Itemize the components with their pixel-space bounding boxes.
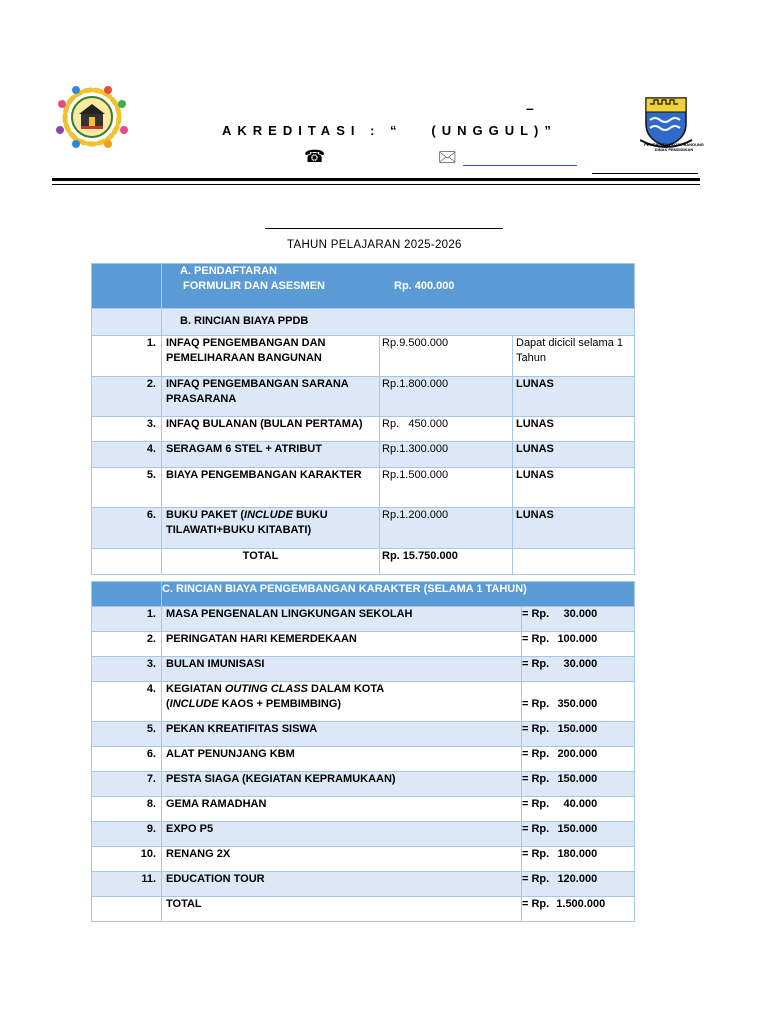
table-row xyxy=(92,657,635,682)
year-title: TAHUN PELAJARAN 2025-2026 xyxy=(287,239,462,251)
row-amount: 150.000 xyxy=(557,773,598,785)
row-number: 3. xyxy=(92,657,162,682)
row-number: 4. xyxy=(92,682,162,722)
row-item: RENANG 2X xyxy=(162,847,522,872)
row-number: 4. xyxy=(92,442,162,468)
section-c-row xyxy=(92,582,635,607)
rp-label: Rp. xyxy=(382,418,400,430)
table-row xyxy=(92,417,635,442)
row-price xyxy=(522,847,635,872)
item-line-1 xyxy=(166,682,521,697)
table-row xyxy=(92,797,635,822)
row-number: 10. xyxy=(92,847,162,872)
total-price xyxy=(522,897,635,922)
row-number: 6. xyxy=(92,508,162,549)
row-item: PERINGATAN HARI KEMERDEKAAN xyxy=(162,632,522,657)
row-price xyxy=(522,657,635,682)
row-number: 3. xyxy=(92,417,162,442)
row-price xyxy=(522,722,635,747)
row-amount: 30.000 xyxy=(563,658,598,670)
row-number: 2. xyxy=(92,632,162,657)
eq-label: = Rp. xyxy=(522,658,550,670)
total-value: Rp. 15.750.000 xyxy=(380,549,513,575)
item-text: KEGIATAN xyxy=(166,683,225,695)
row-number: 6. xyxy=(92,747,162,772)
row-amount: 100.000 xyxy=(557,633,598,645)
item-text: BUKU PAKET ( xyxy=(166,509,245,521)
table-row xyxy=(92,607,635,632)
email-link-underline[interactable] xyxy=(463,165,577,166)
row-number: 5. xyxy=(92,468,162,508)
bandung-logo xyxy=(640,96,708,156)
row-item: ALAT PENUNJANG KBM xyxy=(162,747,522,772)
item-italic: INCLUDE xyxy=(169,698,219,710)
row-item: BULAN IMUNISASI xyxy=(162,657,522,682)
row-price xyxy=(380,377,513,417)
row-price xyxy=(522,747,635,772)
row-price xyxy=(522,797,635,822)
row-price xyxy=(522,872,635,897)
section-a-label: A. PENDAFTARAN xyxy=(180,265,277,277)
item-italic: OUTING CLASS xyxy=(224,683,308,695)
item-text: DALAM KOTA xyxy=(308,683,385,695)
total-label: TOTAL xyxy=(162,549,380,575)
table-row xyxy=(92,377,635,417)
total-row xyxy=(92,549,635,575)
eq-label: = Rp. xyxy=(522,608,550,620)
row-amount: 350.000 xyxy=(557,698,598,710)
eq-label: = Rp. xyxy=(522,823,550,835)
row-price xyxy=(380,442,513,468)
row-item: GEMA RAMADHAN xyxy=(162,797,522,822)
item-italic: INCLUDE xyxy=(244,509,293,521)
row-number: 7. xyxy=(92,772,162,797)
row-amount: 1.500.000 xyxy=(399,469,449,481)
row-price xyxy=(522,632,635,657)
school-logo xyxy=(52,84,132,150)
eq-label: = Rp. xyxy=(522,798,550,810)
table-row xyxy=(92,468,635,508)
row-amount: 1.200.000 xyxy=(399,509,449,521)
row-item: PESTA SIAGA (KEGIATAN KEPRAMUKAAN) xyxy=(162,772,522,797)
row-note: LUNAS xyxy=(513,468,635,508)
row-item: EXPO P5 xyxy=(162,822,522,847)
eq-label: = Rp. xyxy=(522,898,550,910)
eq-label: = Rp. xyxy=(522,723,550,735)
ppdb-cost-table xyxy=(91,263,635,575)
row-price xyxy=(380,468,513,508)
formulir-price: Rp. 400.000 xyxy=(394,280,455,292)
row-item: INFAQ BULANAN (BULAN PERTAMA) xyxy=(162,417,380,442)
eq-label: = Rp. xyxy=(522,633,550,645)
section-b-label: B. RINCIAN BIAYA PPDB xyxy=(162,309,635,336)
row-price xyxy=(522,822,635,847)
row-note: LUNAS xyxy=(513,417,635,442)
table-row xyxy=(92,442,635,468)
row-note: Dapat dicicil selama 1 Tahun xyxy=(513,336,635,377)
row-item xyxy=(162,682,522,722)
row-amount: 200.000 xyxy=(557,748,598,760)
section-b-row xyxy=(92,309,635,336)
header-dash: – xyxy=(526,100,534,116)
item-text: KAOS + PEMBIMBING) xyxy=(218,698,342,710)
row-item: INFAQ PENGEMBANGAN DAN PEMELIHARAAN BANGUNAN xyxy=(162,336,380,377)
table-row xyxy=(92,336,635,377)
section-a-row xyxy=(92,264,635,309)
row-item: EDUCATION TOUR xyxy=(162,872,522,897)
rp-label: Rp. xyxy=(382,509,400,521)
row-price xyxy=(380,508,513,549)
total-label: TOTAL xyxy=(162,897,522,922)
table-row xyxy=(92,872,635,897)
row-item: SERAGAM 6 STEL + ATRIBUT xyxy=(162,442,380,468)
row-item: INFAQ PENGEMBANGAN SARANA PRASARANA xyxy=(162,377,380,417)
row-number: 5. xyxy=(92,722,162,747)
header-rule-thin xyxy=(52,184,700,185)
row-note: LUNAS xyxy=(513,442,635,468)
eq-label: = Rp. xyxy=(522,773,550,785)
row-number: 9. xyxy=(92,822,162,847)
table-row xyxy=(92,682,635,722)
row-amount: 150.000 xyxy=(557,823,598,835)
rp-label: Rp. xyxy=(382,337,400,349)
row-number: 1. xyxy=(92,336,162,377)
rp-label: Rp. xyxy=(382,443,400,455)
rp-label: Rp. xyxy=(382,378,400,390)
eq-label: = Rp. xyxy=(522,873,550,885)
row-amount: 40.000 xyxy=(563,798,598,810)
row-item xyxy=(162,508,380,549)
row-amount: 9.500.000 xyxy=(399,337,449,349)
total-amount: 1.500.000 xyxy=(556,898,606,910)
row-note: LUNAS xyxy=(513,508,635,549)
row-amount: 150.000 xyxy=(557,723,598,735)
table-row xyxy=(92,772,635,797)
row-item: MASA PENGENALAN LINGKUNGAN SEKOLAH xyxy=(162,607,522,632)
table-row xyxy=(92,632,635,657)
total-row xyxy=(92,897,635,922)
row-item: BIAYA PENGEMBANGAN KARAKTER xyxy=(162,468,380,508)
title-line xyxy=(265,228,503,229)
row-amount: 30.000 xyxy=(563,608,598,620)
formulir-label: FORMULIR DAN ASESMEN xyxy=(183,280,325,292)
section-c-label: C. RINCIAN BIAYA PENGEMBANGAN KARAKTER (SELAMA 1 TAHUN) xyxy=(162,582,635,607)
row-number: 2. xyxy=(92,377,162,417)
bandung-logo-caption: PEMERINTAH KOTA BANDUNG DINAS PENDIDIKAN xyxy=(644,142,704,152)
row-price xyxy=(522,682,635,722)
row-number: 8. xyxy=(92,797,162,822)
table-row xyxy=(92,747,635,772)
row-price xyxy=(380,336,513,377)
table-row xyxy=(92,847,635,872)
eq-label: = Rp. xyxy=(522,848,550,860)
accreditation-text: AKREDITASI : “ (UNGGUL)” xyxy=(222,123,557,138)
row-note: LUNAS xyxy=(513,377,635,417)
rp-label: Rp. xyxy=(382,469,400,481)
row-amount: 180.000 xyxy=(557,848,598,860)
eq-label: = Rp. xyxy=(522,748,550,760)
mail-icon: 🖂 xyxy=(438,149,457,166)
row-price xyxy=(380,417,513,442)
row-price xyxy=(522,772,635,797)
row-amount: 1.800.000 xyxy=(399,378,449,390)
header-thin-rule xyxy=(592,173,698,174)
row-item: PEKAN KREATIFITAS SISWA xyxy=(162,722,522,747)
row-number: 1. xyxy=(92,607,162,632)
character-cost-table xyxy=(91,581,635,922)
row-amount: 1.300.000 xyxy=(399,443,449,455)
row-number: 11. xyxy=(92,872,162,897)
row-amount: 450.000 xyxy=(408,418,449,430)
phone-icon: ☎ xyxy=(304,147,326,166)
header-rule-thick xyxy=(52,178,700,181)
item-line-2 xyxy=(166,697,521,712)
item-text: ( xyxy=(166,698,170,710)
eq-label: = Rp. xyxy=(522,698,550,710)
table-row xyxy=(92,722,635,747)
row-amount: 120.000 xyxy=(557,873,598,885)
item-text: BUKU TILAWATI+BUKU KITABATI) xyxy=(166,509,328,536)
table-row xyxy=(92,508,635,549)
table-row xyxy=(92,822,635,847)
row-price xyxy=(522,607,635,632)
